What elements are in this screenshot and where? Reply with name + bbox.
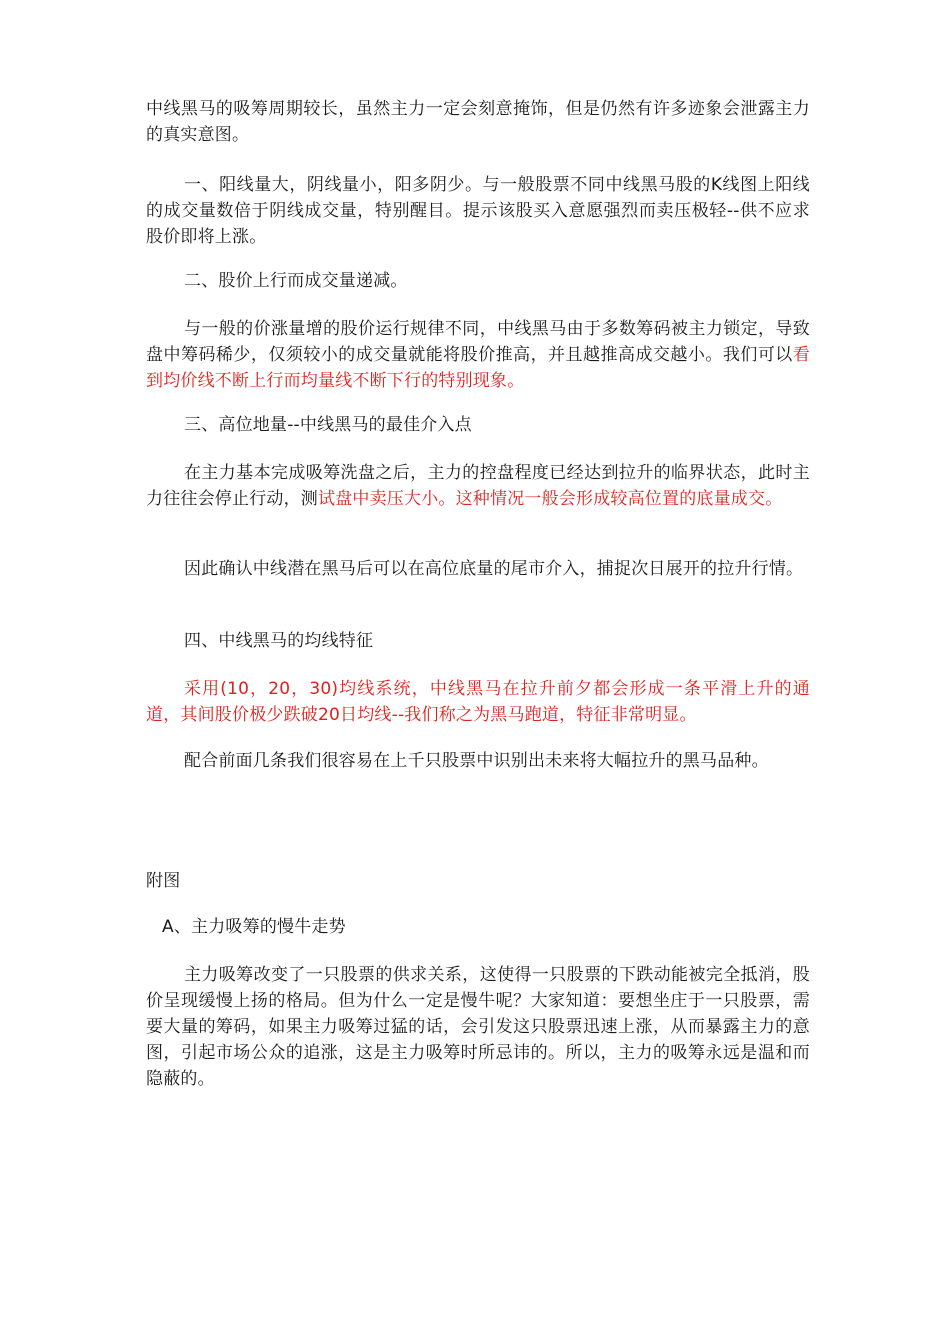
point-2-body-text: 与一般的价涨量增的股价运行规律不同，中线黑马由于多数筹码被主力锁定，导致盘中筹码稀少，仅须较小的成交量就能将股价推高，并且越推高成交越小。我们可以	[146, 319, 810, 365]
section-a-body: 主力吸筹改变了一只股票的供求关系，这使得一只股票的下跌动能被完全抵消，股价呈现缓慢上扬的格局。但为什么一定是慢牛呢？大家知道：要想坐庄于一只股票，需要大量的筹码，如果主力吸筹过猛的话，会引发这只股票迅速上涨，从而暴露主力的意图，引起市场公众的追涨，这是主力吸筹时所忌讳的。所以，主力的吸筹永远是温和而隐蔽的。	[146, 965, 810, 1089]
appendix-title: 附图	[146, 871, 181, 891]
point-1-paragraph: 一、阳线量大，阴线量小，阳多阴少。与一般股票不同中线黑马股的K线图上阳线的成交量数倍于阴线成交量，特别醒目。提示该股买入意愿强烈而卖压极轻--供不应求股价即将上涨。	[146, 175, 810, 247]
section-a-title: A、主力吸筹的慢牛走势	[162, 917, 346, 937]
intro-paragraph: 中线黑马的吸筹周期较长，虽然主力一定会刻意掩饰，但是仍然有许多迹象会泄露主力的真实意图。	[146, 99, 810, 145]
point-4-body: 采用(10，20，30)均线系统，中线黑马在拉升前夕都会形成一条平滑上升的通道，其间股价极少跌破20日均线--我们称之为黑马跑道，特征非常明显。	[146, 679, 810, 725]
point-2-highlight: 看到均价线不断上行而均量线不断下行的特别现象。	[146, 345, 810, 391]
point-3-body	[146, 460, 810, 512]
point-3-body-text: 在主力基本完成吸筹洗盘之后，主力的控盘程度已经达到拉升的临界状态，此时主力往往会停止行动，测	[146, 463, 810, 509]
point-4-title: 四、中线黑马的均线特征	[184, 631, 374, 651]
summary-paragraph: 配合前面几条我们很容易在上千只股票中识别出未来将大幅拉升的黑马品种。	[184, 751, 769, 771]
point-2-body	[146, 316, 810, 394]
point-3-highlight: 试盘中卖压大小。这种情况一般会形成较高位置的底量成交。	[318, 489, 783, 509]
point-2-title: 二、股价上行而成交量递减。	[184, 271, 408, 291]
point-3-title: 三、高位地量--中线黑马的最佳介入点	[184, 415, 472, 435]
point-3-conclusion: 因此确认中线潜在黑马后可以在高位底量的尾市介入，捕捉次日展开的拉升行情。	[184, 559, 804, 579]
